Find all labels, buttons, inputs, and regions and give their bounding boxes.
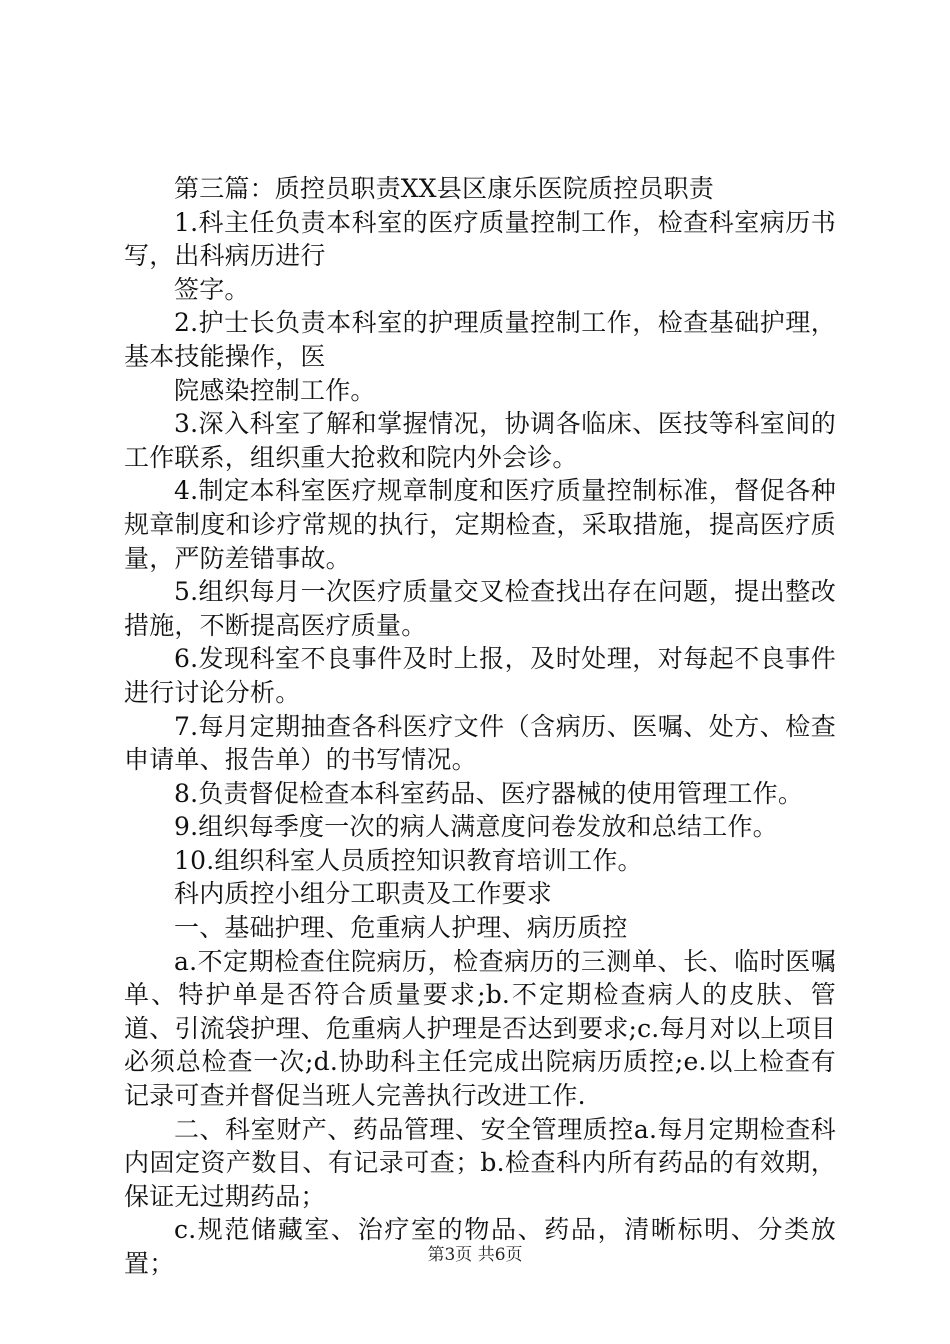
paragraph-1-continued: 签字。 bbox=[174, 274, 250, 304]
paragraph-4: 4.制定本科室医疗规章制度和医疗质量控制标准，督促各种规章制度和诊疗常规的执行，定期检查，采取措施，提高医疗质量，严防差错事故。 bbox=[124, 476, 836, 573]
paragraph-8: 8.负责督促检查本科室药品、医疗器械的使用管理工作。 bbox=[174, 778, 804, 808]
group-heading-2: 二、科室财产、药品管理、安全管理质控a.每月定期检查科内固定资产数目、有记录可查；b.检查科内所有药品的有效期，保证无过期药品； bbox=[124, 1114, 836, 1211]
paragraph-2-continued: 院感染控制工作。 bbox=[174, 375, 376, 405]
paragraph-5: 5.组织每月一次医疗质量交叉检查找出存在问题，提出整改措施，不断提高医疗质量。 bbox=[124, 577, 836, 640]
subsection-heading: 科内质控小组分工职责及工作要求 bbox=[174, 879, 553, 909]
document-body bbox=[124, 172, 836, 1281]
group-heading-1: 一、基础护理、危重病人护理、病历质控 bbox=[174, 913, 628, 943]
section-heading: 第三篇：质控员职责XX县区康乐医院质控员职责 bbox=[174, 174, 714, 203]
group-1-requirements: a.不定期检查住院病历，检查病历的三测单、长、临时医嘱单、特护单是否符合质量要求;b.不定期检查病人的皮肤、管道、引流袋护理、危重病人护理是否达到要求;c.每月对以上项目必须总检查一次;d.协助科主任完成出院病历质控;e.以上检查有记录可查并督促当班人完善执行改进工作. bbox=[124, 946, 836, 1111]
paragraph-10: 10.组织科室人员质控知识教育培训工作。 bbox=[174, 845, 643, 875]
paragraph-6: 6.发现科室不良事件及时上报，及时处理，对每起不良事件进行讨论分析。 bbox=[124, 644, 836, 707]
paragraph-2: 2.护士长负责本科室的护理质量控制工作，检查基础护理，基本技能操作，医 bbox=[124, 308, 836, 371]
paragraph-9: 9.组织每季度一次的病人满意度问卷发放和总结工作。 bbox=[174, 812, 778, 842]
paragraph-3: 3.深入科室了解和掌握情况，协调各临床、医技等科室间的工作联系，组织重大抢救和院内外会诊。 bbox=[124, 409, 836, 472]
paragraph-1: 1.科主任负责本科室的医疗质量控制工作，检查科室病历书写，出科病历进行 bbox=[124, 207, 836, 271]
page-footer: 第3页 共6页 bbox=[427, 1245, 523, 1265]
paragraph-7: 7.每月定期抽查各科医疗文件（含病历、医嘱、处方、检查申请单、报告单）的书写情况。 bbox=[124, 711, 836, 775]
group-2-requirement-c: c.规范储藏室、治疗室的物品、药品，清晰标明、分类放置； bbox=[124, 1215, 836, 1278]
